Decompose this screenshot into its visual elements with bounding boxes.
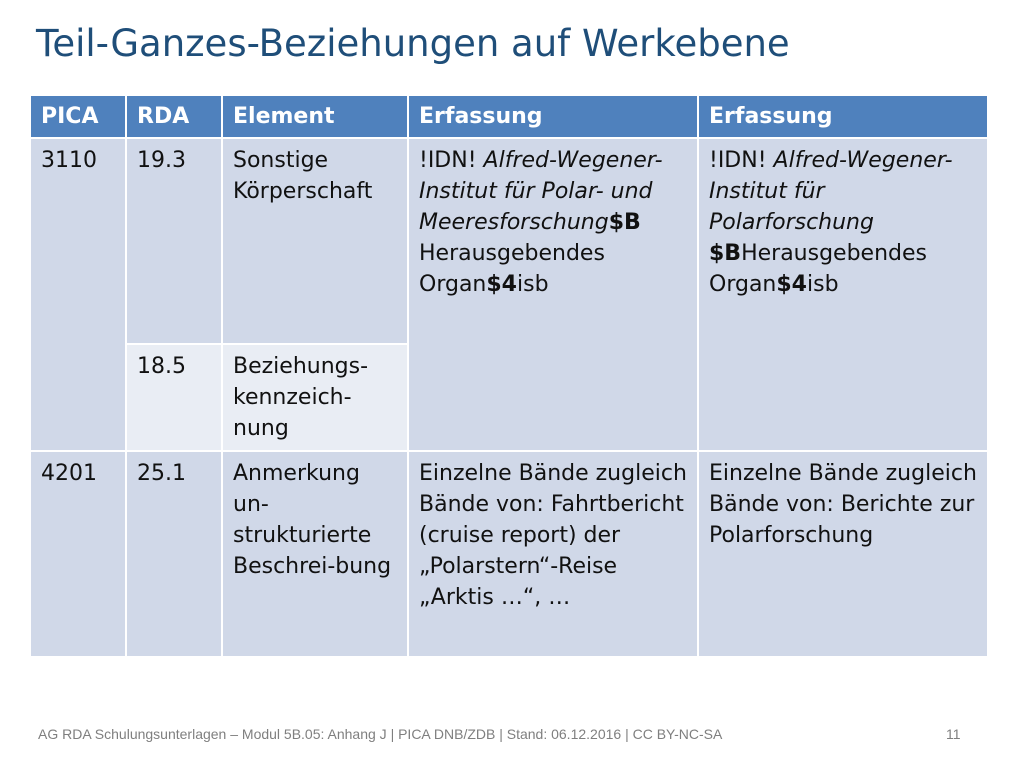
cell-erfassung-2-row1 — [698, 138, 988, 451]
mapping-table — [29, 94, 989, 658]
cell-element-koerperschaft: Sonstige Körperschaft — [222, 138, 408, 344]
text-code: isb — [807, 272, 839, 297]
text-code: isb — [517, 272, 549, 297]
table-row — [30, 138, 988, 344]
header-erfassung-2: Erfassung — [698, 95, 988, 138]
header-erfassung-1: Erfassung — [408, 95, 698, 138]
text-relation: Herausgebendes Organ — [419, 241, 605, 297]
text-subfield-b: $B — [608, 210, 641, 235]
cell-rda-25-1: 25.1 — [126, 451, 222, 657]
text-institute-name: Alfred-Wegener-Institut für Polar- und Meeresforschung — [419, 148, 663, 235]
text-idn: !IDN! — [419, 148, 484, 173]
slide-title: Teil-Ganzes-Beziehungen auf Werkebene — [36, 22, 790, 65]
cell-rda-19-3: 19.3 — [126, 138, 222, 344]
table-header-row — [30, 95, 988, 138]
cell-erfassung-1-row3: Einzelne Bände zugleich Bände von: Fahrtbericht (cruise report) der „Polarstern“-Reise „Arktis …“, … — [408, 451, 698, 657]
text-relation: Herausgebendes Organ — [709, 241, 927, 297]
cell-pica-3110: 3110 — [30, 138, 126, 451]
cell-erfassung-1-row1 — [408, 138, 698, 451]
cell-erfassung-2-row3: Einzelne Bände zugleich Bände von: Berichte zur Polarforschung — [698, 451, 988, 657]
footer-text: AG RDA Schulungsunterlagen – Modul 5B.05: Anhang J | PICA DNB/ZDB | Stand: 06.12.2016 | CC BY-NC-SA — [38, 726, 723, 742]
cell-element-anmerkung: Anmerkung un-strukturierte Beschrei-bung — [222, 451, 408, 657]
table-row — [30, 451, 988, 657]
text-subfield-4: $4 — [776, 272, 807, 297]
text-subfield-4: $4 — [486, 272, 517, 297]
text-institute-name: Alfred-Wegener-Institut für Polarforschung — [709, 148, 953, 235]
text-idn: !IDN! — [709, 148, 774, 173]
cell-element-beziehung: Beziehungs-kennzeich-nung — [222, 344, 408, 451]
text-subfield-b: $B — [709, 241, 742, 266]
header-rda: RDA — [126, 95, 222, 138]
cell-rda-18-5: 18.5 — [126, 344, 222, 451]
header-element: Element — [222, 95, 408, 138]
page-number: 11 — [946, 726, 961, 742]
cell-pica-4201: 4201 — [30, 451, 126, 657]
header-pica: PICA — [30, 95, 126, 138]
